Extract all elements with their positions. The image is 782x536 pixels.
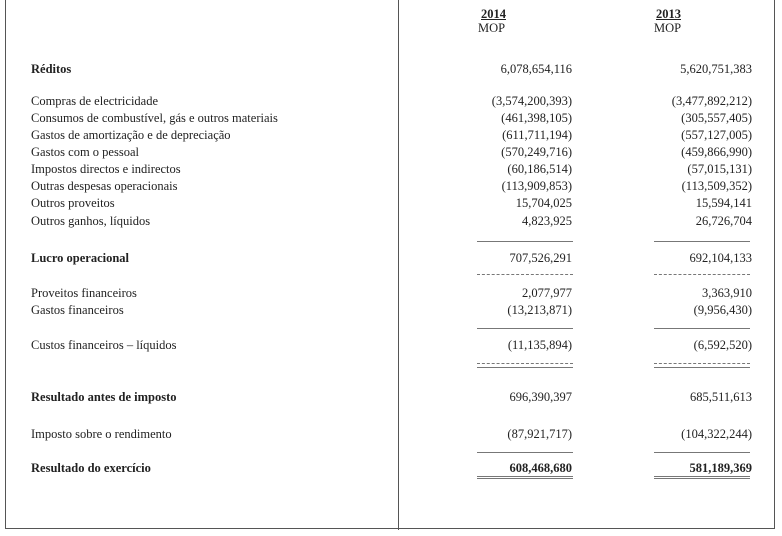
row-label: Proveitos financeiros — [31, 286, 137, 300]
double-underline-2013 — [654, 476, 750, 479]
row-label: Outros proveitos — [31, 196, 115, 210]
value-2013: 685,511,613 — [689, 390, 752, 404]
row-label: Lucro operacional — [31, 251, 130, 265]
value-2014: 6,078,654,116 — [500, 62, 572, 76]
value-2013: (459,866,990) — [681, 145, 752, 159]
row-label: Gastos financeiros — [31, 303, 124, 317]
rule-2014 — [477, 367, 573, 368]
value-2013: (104,322,244) — [681, 427, 752, 441]
year-2014-header: 2014 — [481, 7, 506, 21]
value-2013: (305,557,405) — [681, 111, 752, 125]
subtotal-rule-2014 — [477, 241, 573, 242]
value-2013: 692,104,133 — [689, 251, 752, 265]
value-2013: (6,592,520) — [693, 338, 752, 352]
value-2014: (11,135,894) — [507, 338, 572, 352]
value-2014: (13,213,871) — [507, 303, 572, 317]
double-underline-2014 — [477, 476, 573, 479]
row-label: Gastos de amortização e de depreciação — [31, 128, 231, 142]
row-label: Impostos directos e indirectos — [31, 162, 181, 176]
row-label: Gastos com o pessoal — [31, 145, 139, 159]
column-divider — [398, 0, 399, 530]
value-2013: (557,127,005) — [681, 128, 752, 142]
value-2013: 3,363,910 — [702, 286, 752, 300]
value-2014: (611,711,194) — [502, 128, 572, 142]
row-label: Custos financeiros – líquidos — [31, 338, 177, 352]
value-2014: 15,704,025 — [515, 196, 572, 210]
value-2014: (461,398,105) — [501, 111, 572, 125]
value-2014: (570,249,716) — [501, 145, 572, 159]
row-label: Resultado antes de imposto — [31, 390, 177, 404]
currency-2014: MOP — [478, 21, 506, 35]
subtotal-rule-2013 — [654, 452, 750, 453]
dashed-rule-2013 — [654, 274, 750, 275]
value-2014: 696,390,397 — [509, 390, 572, 404]
row-label: Compras de electricidade — [31, 94, 159, 108]
value-2013: 5,620,751,383 — [680, 62, 752, 76]
value-2013: (113,509,352) — [681, 179, 752, 193]
row-label: Imposto sobre o rendimento — [31, 427, 172, 441]
row-label: Outros ganhos, líquidos — [31, 214, 151, 228]
dashed-rule-2014 — [477, 363, 573, 364]
value-2013: 581,189,369 — [689, 461, 752, 475]
subtotal-rule-2013 — [654, 328, 750, 329]
row-label: Consumos de combustível, gás e outros materiais — [31, 111, 278, 125]
subtotal-rule-2014 — [477, 328, 573, 329]
value-2014: 707,526,291 — [509, 251, 572, 265]
dashed-rule-2013 — [654, 363, 750, 364]
currency-2013: MOP — [654, 21, 682, 35]
value-2014: 2,077,977 — [522, 286, 572, 300]
row-label: Outras despesas operacionais — [31, 179, 178, 193]
row-label: Réditos — [31, 62, 72, 76]
value-2014: (113,909,853) — [501, 179, 572, 193]
value-2014: (60,186,514) — [507, 162, 572, 176]
subtotal-rule-2014 — [477, 452, 573, 453]
dashed-rule-2014 — [477, 274, 573, 275]
value-2013: (3,477,892,212) — [671, 94, 752, 108]
value-2014: (3,574,200,393) — [491, 94, 572, 108]
value-2013: 26,726,704 — [695, 214, 752, 228]
value-2014: (87,921,717) — [507, 427, 572, 441]
value-2014: 608,468,680 — [509, 461, 572, 475]
rule-2013 — [654, 367, 750, 368]
value-2014: 4,823,925 — [522, 214, 572, 228]
value-2013: 15,594,141 — [695, 196, 752, 210]
subtotal-rule-2013 — [654, 241, 750, 242]
value-2013: (57,015,131) — [687, 162, 752, 176]
value-2013: (9,956,430) — [693, 303, 752, 317]
year-2013-header: 2013 — [656, 7, 681, 21]
row-label: Resultado do exercício — [31, 461, 151, 475]
